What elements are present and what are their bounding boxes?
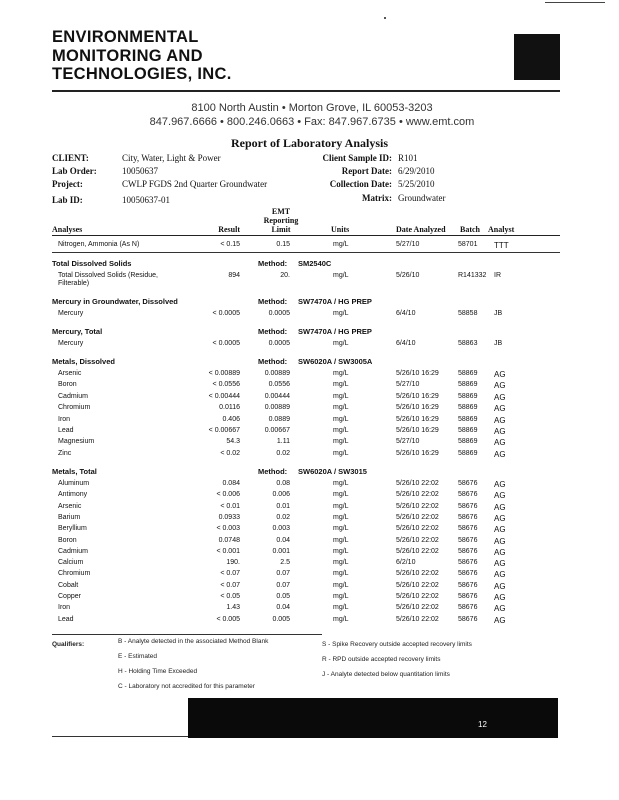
- analyst-value: AG: [494, 581, 506, 591]
- method-label: Method:: [258, 259, 288, 268]
- row-rule: [52, 252, 560, 253]
- date-value: 5/26/10 22:02: [396, 536, 439, 544]
- limit-value: 1.11: [276, 438, 290, 446]
- company-address: 8100 North Austin • Morton Grove, IL 60053-3203: [191, 102, 433, 114]
- units-value: mg/L: [333, 559, 349, 567]
- date-value: 5/26/10 22:02: [396, 491, 439, 499]
- analyte-name: Mercury: [58, 340, 84, 347]
- project-label: Project:: [52, 179, 83, 189]
- qualifier-note: H - Holding Time Exceeded: [118, 668, 198, 675]
- result-value: < 0.0005: [212, 340, 240, 347]
- analyst-value: AG: [494, 404, 506, 414]
- limit-value: 0.001: [272, 547, 290, 555]
- units-value: mg/L: [333, 615, 349, 623]
- analyte-name: Cadmium: [58, 547, 88, 555]
- limit-value: 0.07: [276, 581, 290, 589]
- matrix-label: Matrix:: [362, 193, 392, 203]
- method-value: SW7470A / HG PREP: [298, 327, 372, 336]
- batch-value: 58676: [458, 581, 478, 589]
- analyte-name: Total Dissolved Solids (Residue, Filterable): [58, 272, 158, 287]
- col-result: Result: [218, 225, 240, 234]
- result-value: 894: [228, 272, 240, 279]
- result-value: < 0.07: [220, 570, 240, 578]
- company-name-line: ENVIRONMENTAL: [52, 28, 199, 46]
- qualifiers-rule: [52, 634, 322, 635]
- analyte-name: Boron: [58, 381, 77, 389]
- analyst-value: AG: [494, 547, 506, 557]
- limit-value: 0.0005: [268, 340, 290, 347]
- result-value: 190.: [226, 559, 240, 567]
- report-title: Report of Laboratory Analysis: [231, 136, 388, 150]
- units-value: mg/L: [333, 272, 349, 279]
- batch-value: 58858: [458, 310, 478, 317]
- result-value: 54.3: [226, 438, 240, 446]
- result-value: < 0.07: [220, 581, 240, 589]
- analyte-name: Beryllium: [58, 525, 87, 533]
- result-value: < 0.00667: [208, 427, 240, 434]
- date-value: 5/26/10 16:29: [396, 370, 439, 377]
- analyte-name: Zinc: [58, 449, 72, 457]
- analyte-name: Mercury: [58, 310, 84, 317]
- analyte-name: Cadmium: [58, 392, 88, 400]
- units-value: mg/L: [333, 581, 349, 589]
- date-value: 5/26/10 22:02: [396, 513, 439, 521]
- limit-value: 0.006: [272, 491, 290, 499]
- analyte-name: Magnesium: [58, 438, 95, 446]
- analyte-name: Cobalt: [58, 581, 79, 589]
- result-value: < 0.02: [220, 449, 240, 457]
- analyte-name: Barium: [58, 513, 81, 521]
- analyst-value: AG: [494, 381, 506, 391]
- client-value: City, Water, Light & Power: [122, 153, 221, 163]
- analyst-value: AG: [494, 536, 506, 546]
- result-value: 0.084: [222, 480, 240, 487]
- analyst-value: AG: [494, 480, 506, 489]
- date-value: 5/26/10 16:29: [396, 392, 439, 400]
- limit-value: 2.5: [280, 559, 290, 567]
- batch-value: 58676: [458, 593, 478, 600]
- analyst-value: IR: [494, 272, 501, 279]
- header-rule: [52, 90, 560, 92]
- units-value: mg/L: [333, 415, 349, 423]
- limit-value: 0.00667: [264, 427, 290, 434]
- result-value: < 0.006: [216, 491, 240, 499]
- result-value: < 0.0005: [212, 310, 240, 317]
- batch-value: 58676: [458, 502, 478, 510]
- date-value: 5/26/10 16:29: [396, 449, 439, 457]
- analyst-value: AG: [494, 570, 506, 580]
- result-value: < 0.005: [216, 615, 240, 623]
- batch-value: 58869: [458, 438, 478, 446]
- date-value: 5/27/10: [396, 381, 420, 389]
- date-value: 6/2/10: [396, 559, 416, 567]
- limit-value: 0.15: [276, 241, 290, 248]
- units-value: mg/L: [333, 241, 349, 248]
- date-value: 6/4/10: [396, 340, 416, 347]
- date-value: 5/27/10: [396, 438, 420, 446]
- limit-value: 0.0889: [268, 415, 290, 423]
- limit-value: 0.02: [276, 513, 290, 521]
- result-value: < 0.003: [216, 525, 240, 533]
- analyte-name: Iron: [58, 415, 71, 423]
- batch-value: 58676: [458, 491, 478, 499]
- limit-value: 0.003: [272, 525, 290, 533]
- analyte-name: Arsenic: [58, 502, 82, 510]
- col-analyst: Analyst: [488, 225, 515, 234]
- section-title: Metals, Total: [52, 467, 97, 476]
- client-sample-label: Client Sample ID:: [322, 153, 392, 163]
- logo-block: [514, 34, 560, 80]
- limit-value: 0.00444: [264, 392, 290, 400]
- analyte-name: Antimony: [58, 491, 88, 499]
- batch-value: 58676: [458, 513, 478, 521]
- col-analyses: Analyses: [52, 225, 83, 234]
- lab-id-label: Lab ID:: [52, 195, 83, 205]
- units-value: mg/L: [333, 570, 349, 578]
- batch-value: 58676: [458, 559, 478, 567]
- date-value: 5/26/10 22:02: [396, 480, 439, 487]
- units-value: mg/L: [333, 593, 349, 600]
- result-value: 0.0933: [218, 513, 240, 521]
- units-value: mg/L: [333, 340, 349, 347]
- section-title: Mercury in Groundwater, Dissolved: [52, 297, 178, 306]
- analyst-value: AG: [494, 593, 506, 602]
- batch-value: 58869: [458, 392, 478, 400]
- result-value: 0.0116: [219, 404, 240, 412]
- units-value: mg/L: [333, 370, 349, 377]
- batch-value: 58869: [458, 415, 478, 423]
- project-value: CWLP FGDS 2nd Quarter Groundwater: [122, 179, 268, 189]
- batch-value: 58676: [458, 615, 478, 623]
- units-value: mg/L: [333, 502, 349, 510]
- date-value: 5/27/10: [396, 241, 420, 248]
- analyte-name: Arsenic: [58, 370, 82, 377]
- result-value: 0.0748: [218, 536, 240, 544]
- date-value: 5/26/10: [396, 272, 420, 279]
- batch-value: 58676: [458, 525, 478, 533]
- qualifier-note: B - Analyte detected in the associated Method Blank: [118, 638, 269, 645]
- date-value: 5/26/10 22:02: [396, 570, 439, 578]
- analyst-value: AG: [494, 615, 506, 625]
- date-value: 5/26/10 16:29: [396, 427, 439, 434]
- analyst-value: AG: [494, 415, 506, 425]
- date-value: 5/26/10 16:29: [396, 404, 439, 412]
- batch-value: 58869: [458, 381, 478, 389]
- analyst-value: AG: [494, 392, 506, 402]
- report-date-label: Report Date:: [341, 166, 392, 176]
- batch-value: 58676: [458, 547, 478, 555]
- date-value: 5/26/10 16:29: [396, 415, 439, 423]
- limit-value: 0.005: [272, 615, 290, 623]
- result-value: < 0.00889: [208, 370, 240, 377]
- result-value: 1.43: [226, 604, 240, 612]
- redaction-block: [506, 698, 558, 738]
- units-value: mg/L: [333, 449, 349, 457]
- limit-value: 0.04: [276, 604, 290, 612]
- analyst-value: TTT: [494, 241, 509, 250]
- qualifier-note: E - Estimated: [118, 653, 158, 660]
- units-value: mg/L: [333, 513, 349, 521]
- analyte-name: Nitrogen, Ammonia (As N): [58, 241, 140, 248]
- units-value: mg/L: [333, 480, 349, 487]
- limit-value: 20.: [280, 272, 290, 279]
- units-value: mg/L: [333, 404, 349, 412]
- batch-value: 58676: [458, 536, 478, 544]
- date-value: 6/4/10: [396, 310, 416, 317]
- section-title: Metals, Dissolved: [52, 357, 115, 366]
- result-value: < 0.0556: [212, 381, 240, 389]
- lab-id-value: 10050637-01: [122, 195, 170, 205]
- analyte-name: Chromium: [58, 404, 91, 412]
- company-contact: 847.967.6666 • 800.246.0663 • Fax: 847.967.6735 • www.emt.com: [149, 116, 475, 128]
- report-date-value: 6/29/2010: [398, 166, 435, 176]
- analyte-name: Iron: [58, 604, 71, 612]
- method-label: Method:: [258, 297, 288, 306]
- qualifier-note: C - Laboratory not accredited for this parameter: [118, 683, 255, 690]
- batch-value: 58676: [458, 604, 478, 612]
- date-value: 5/26/10 22:02: [396, 615, 439, 623]
- matrix-value: Groundwater: [398, 193, 446, 203]
- analyst-value: AG: [494, 427, 506, 436]
- result-value: 0.406: [222, 415, 240, 423]
- redaction-block: [188, 698, 470, 738]
- footer-rule: [52, 736, 188, 737]
- units-value: mg/L: [333, 547, 349, 555]
- col-units: Units: [331, 225, 350, 234]
- batch-value: 58869: [458, 427, 478, 434]
- analyte-name: Lead: [58, 615, 74, 623]
- limit-value: 0.0556: [268, 381, 290, 389]
- analyst-value: AG: [494, 525, 506, 535]
- batch-value: 58676: [458, 480, 478, 487]
- analyte-name: Lead: [58, 427, 74, 434]
- method-value: SW6020A / SW3005A: [298, 357, 373, 366]
- analyst-value: AG: [494, 513, 506, 523]
- batch-value: R141332: [458, 272, 487, 279]
- batch-value: 58863: [458, 340, 478, 347]
- method-value: SW7470A / HG PREP: [298, 297, 372, 306]
- units-value: mg/L: [333, 491, 349, 499]
- analyte-name: Boron: [58, 536, 77, 544]
- client-label: CLIENT:: [52, 153, 89, 163]
- batch-value: 58869: [458, 449, 478, 457]
- analyst-value: AG: [494, 491, 506, 501]
- date-value: 5/26/10 22:02: [396, 547, 439, 555]
- result-value: < 0.05: [220, 593, 240, 600]
- limit-value: 0.0005: [268, 310, 290, 317]
- limit-value: 0.01: [276, 502, 290, 510]
- units-value: mg/L: [333, 438, 349, 446]
- analyst-value: AG: [494, 449, 506, 459]
- batch-value: 58869: [458, 370, 478, 377]
- result-value: < 0.00444: [208, 392, 240, 400]
- qualifiers-label: Qualifiers:: [52, 641, 85, 648]
- batch-value: 58869: [458, 404, 478, 412]
- date-value: 5/26/10 22:02: [396, 604, 439, 612]
- collection-date-value: 5/25/2010: [398, 179, 435, 189]
- method-label: Method:: [258, 327, 288, 336]
- batch-value: 58676: [458, 570, 478, 578]
- analyst-value: AG: [494, 438, 506, 448]
- limit-value: 0.08: [276, 480, 290, 487]
- top-right-mark: [545, 2, 605, 3]
- analyst-value: AG: [494, 559, 506, 569]
- analyst-value: JB: [494, 310, 503, 317]
- qualifier-note: R - RPD outside accepted recovery limits: [322, 656, 441, 663]
- limit-value: 0.00889: [264, 370, 290, 377]
- analyte-name: Copper: [58, 593, 81, 600]
- analyte-name: Aluminum: [58, 480, 90, 487]
- company-name: [52, 28, 312, 84]
- analyst-value: AG: [494, 370, 506, 379]
- top-dot: [384, 17, 386, 19]
- limit-value: 0.02: [276, 449, 290, 457]
- date-value: 5/26/10 22:02: [396, 502, 439, 510]
- lab-order-label: Lab Order:: [52, 166, 97, 176]
- qualifier-note: J - Analyte detected below quantitation limits: [322, 671, 450, 678]
- date-value: 5/26/10 22:02: [396, 525, 439, 533]
- units-value: mg/L: [333, 525, 349, 533]
- date-value: 5/26/10 22:02: [396, 593, 439, 600]
- analyst-value: JB: [494, 340, 503, 347]
- result-value: < 0.001: [216, 547, 240, 555]
- qualifier-note: S - Spike Recovery outside accepted recovery limits: [322, 641, 472, 648]
- collection-date-label: Collection Date:: [329, 179, 392, 189]
- section-title: Mercury, Total: [52, 327, 103, 336]
- analyst-value: AG: [494, 604, 506, 614]
- analyte-name: Calcium: [58, 559, 84, 567]
- limit-value: 0.05: [276, 593, 290, 600]
- limit-value: 0.00889: [264, 404, 290, 412]
- method-label: Method:: [258, 467, 288, 476]
- company-name-line: TECHNOLOGIES, INC.: [52, 65, 232, 83]
- col-date-analyzed: Date Analyzed: [396, 225, 446, 234]
- units-value: mg/L: [333, 392, 349, 400]
- batch-value: 58701: [458, 241, 478, 248]
- page-number: 12: [478, 720, 487, 729]
- method-value: SW6020A / SW3015: [298, 467, 367, 476]
- result-value: < 0.01: [220, 502, 240, 510]
- client-sample-value: R101: [398, 153, 418, 163]
- col-batch: Batch: [460, 225, 480, 234]
- lab-order-value: 10050637: [122, 166, 158, 176]
- limit-value: 0.07: [276, 570, 290, 578]
- method-value: SM2540C: [298, 259, 332, 268]
- result-value: < 0.15: [220, 241, 240, 248]
- units-value: mg/L: [333, 536, 349, 544]
- analyst-value: AG: [494, 502, 506, 512]
- limit-value: 0.04: [276, 536, 290, 544]
- units-value: mg/L: [333, 310, 349, 317]
- analyte-name: Chromium: [58, 570, 91, 578]
- col-reporting-limit: EMT Reporting Limit: [263, 207, 299, 234]
- table-header-rule: [52, 235, 560, 236]
- units-value: mg/L: [333, 381, 349, 389]
- units-value: mg/L: [333, 604, 349, 612]
- method-label: Method:: [258, 357, 288, 366]
- page-number-block: [470, 698, 506, 738]
- section-title: Total Dissolved Solids: [52, 259, 132, 268]
- date-value: 5/26/10 22:02: [396, 581, 439, 589]
- company-name-line: MONITORING AND: [52, 46, 203, 65]
- units-value: mg/L: [333, 427, 349, 434]
